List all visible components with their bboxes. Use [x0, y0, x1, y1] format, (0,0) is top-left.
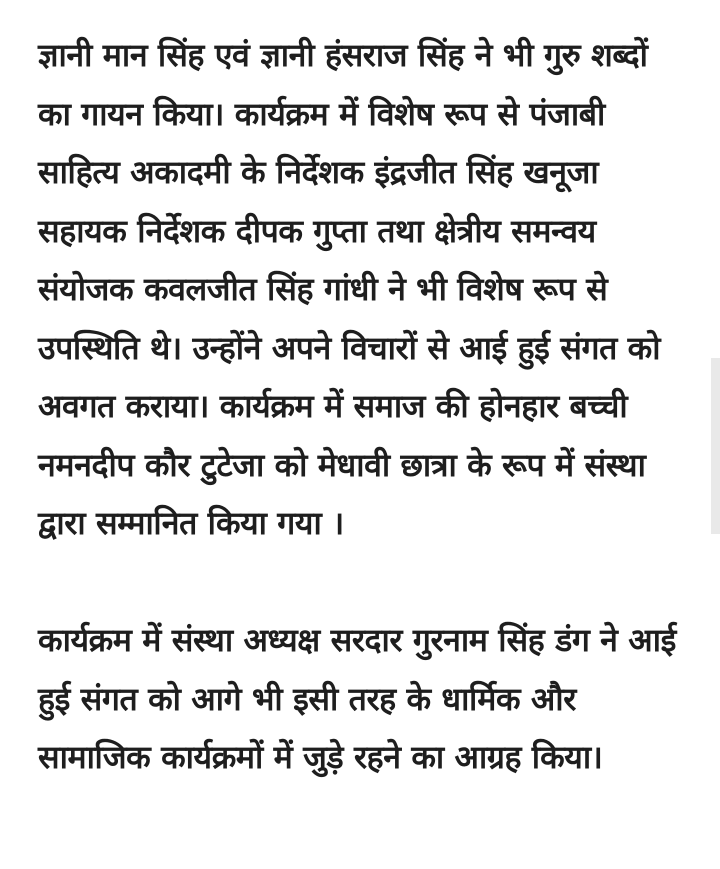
- paragraph-spacer: [38, 553, 686, 612]
- scrollbar-thumb[interactable]: [711, 358, 720, 534]
- article-paragraph-2: कार्यक्रम में संस्था अध्यक्ष सरदार गुरनाम सिंह डंग ने आई हुई संगत को आगे भी इसी तरह के धार्मिक और सामाजिक कार्यक्रमों में जुड़े रहने का आग्रह किया।: [38, 621, 676, 776]
- article-paragraph-1: ज्ञानी मान सिंह एवं ज्ञानी हंसराज सिंह ने भी गुरु शब्दों का गायन किया। कार्यक्रम में विशेष रूप से पंजाबी साहित्य अकादमी के निर्देशक इंद्रजीत सिंह खनूजा सहायक निर्देशक दीपक गुप्ता तथा क्षेत्रीय समन्वय संयोजक कवलजीत सिंह गांधी ने भी विशेष रूप से उपस्थिति थे। उन्होंने अपने विचारों से आई हुई संगत को अवगत कराया। कार्यक्रम में समाज की होनहार बच्ची नमनदीप कौर टुटेजा को मेधावी छात्रा के रूप में संस्था द्वारा सम्मानित किया गया ।: [38, 36, 661, 542]
